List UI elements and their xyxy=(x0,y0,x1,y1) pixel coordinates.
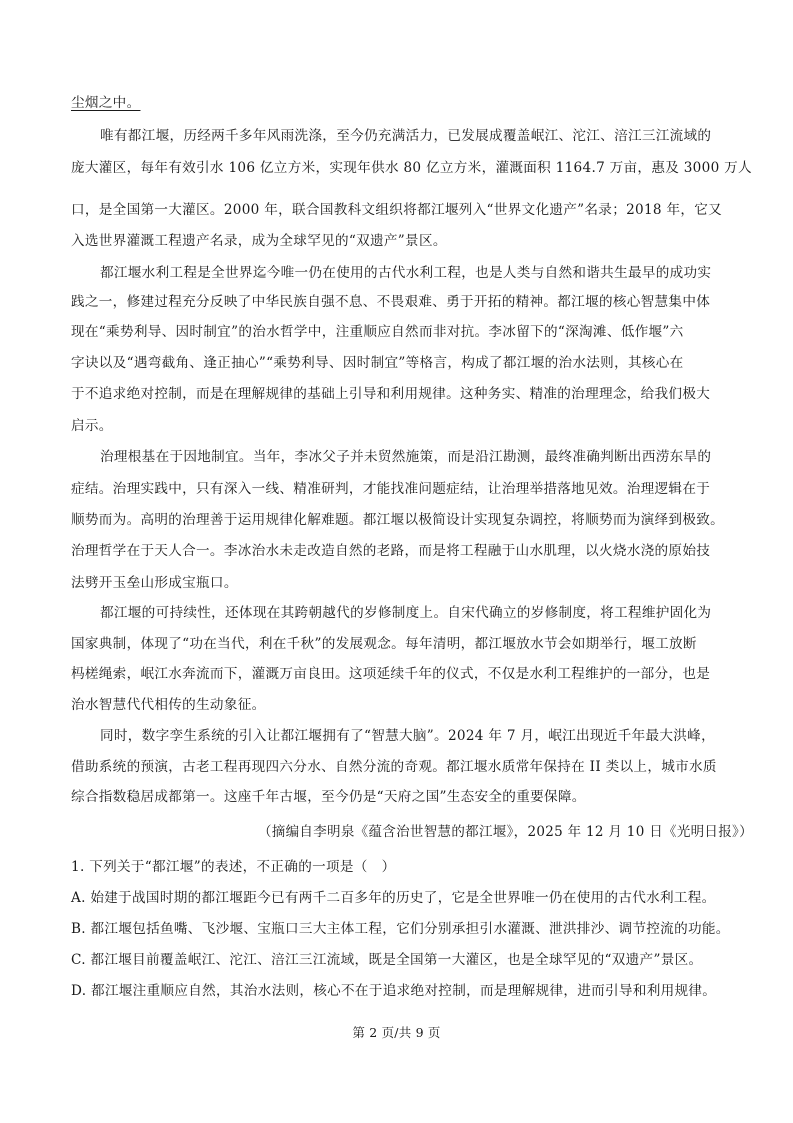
option-c: C. 都江堰目前覆盖岷江、沱江、涪江三江流域，既是全国第一大灌区，也是全球罕见的“双遗产”景区。 xyxy=(71,952,703,968)
passage-line: 践之一，修建过程充分反映了中华民族自强不息、不畏艰难、勇于开拓的精神。都江堰的核心智慧集中体 xyxy=(71,294,711,310)
citation-line: （摘编自李明泉《蕴含治世智慧的都江堰》，2025 年 12 月 10 日《光明日报》） xyxy=(258,824,753,840)
option-a: A. 始建于战国时期的都江堰距今已有两千二百多年的历史了，它是全世界唯一仍在使用的古代水利工程。 xyxy=(71,890,716,906)
passage-line: 同时，数字孪生系统的引入让都江堰拥有了“智慧大脑”。2024 年 7 月，岷江出现近千年最大洪峰， xyxy=(100,728,715,744)
passage-line: 国家典制，体现了“功在当代，利在千秋”的发展观念。每年清明，都江堰放水节会如期举行，堰工放断 xyxy=(71,636,697,652)
passage-line: 杩槎绳索，岷江水奔流而下，灌溉万亩良田。这项延续千年的仪式，不仅是水利工程维护的一部分，也是 xyxy=(71,666,711,682)
passage-line: 综合指数稳居成都第一。这座千年古堰，至今仍是“天府之国”生态安全的重要保障。 xyxy=(71,789,586,805)
passage-line: 字诀以及“遇弯截角、逢正抽心”“乘势利导、因时制宜”等格言，构成了都江堰的治水法则，其核心在 xyxy=(71,355,684,371)
option-b: B. 都江堰包括鱼嘴、飞沙堰、宝瓶口三大主体工程，它们分别承担引水灌溉、泄洪排沙、调节控流的功能。 xyxy=(71,921,730,937)
passage-line: 症结。治理实践中，只有深入一线、精准研判，才能找准问题症结，让治理举措落地见效。治理逻辑在于 xyxy=(71,481,711,497)
page-number: 第 2 页/共 9 页 xyxy=(352,1025,441,1040)
passage-line: 于不追求绝对控制，而是在理解规律的基础上引导和利用规律。这种务实、精准的治理理念，给我们极大 xyxy=(71,386,711,402)
passage-line: 治水智慧代代相传的生动象征。 xyxy=(71,697,266,713)
passage-line: 入选世界灌溉工程遗产名录，成为全球罕见的“双遗产”景区。 xyxy=(71,233,447,249)
option-d: D. 都江堰注重顺应自然，其治水法则，核心不在于追求绝对控制，而是理解规律，进而引导和利用规律。 xyxy=(71,983,717,999)
passage-line: 治理哲学在于天人合一。李冰治水未走改造自然的老路，而是将工程融于山水肌理，以火烧水浇的原始技 xyxy=(71,543,711,559)
passage-line: 口，是全国第一大灌区。2000 年，联合国教科文组织将都江堰列入“世界文化遗产”名录；2018 年，它又 xyxy=(71,202,723,218)
passage-line: 法劈开玉垒山形成宝瓶口。 xyxy=(71,575,238,591)
passage-line: 尘烟之中。 xyxy=(71,95,141,111)
passage-line: 治理根基在于因地制宜。当年，李冰父子并未贸然施策，而是沿江勘测，最终准确判断出西涝东旱的 xyxy=(100,449,712,465)
passage-line: 都江堰的可持续性，还体现在其跨朝越代的岁修制度上。自宋代确立的岁修制度，将工程维护固化为 xyxy=(100,605,712,621)
passage-line: 借助系统的预演，古老工程再现四六分水、自然分流的奇观。都江堰水质常年保持在 II 类以上，城市水质 xyxy=(71,759,717,775)
passage-line: 都江堰水利工程是全世界迄今唯一仍在使用的古代水利工程，也是人类与自然和谐共生最早的成功实 xyxy=(100,265,712,281)
passage-line: 现在“乘势利导、因时制宜”的治水哲学中，注重顺应自然而非对抗。李冰留下的“深淘滩、低作堰”六 xyxy=(71,324,684,340)
passage-line: 启示。 xyxy=(71,418,113,434)
passage-line: 庞大灌区，每年有效引水 106 亿立方米，实现年供水 80 亿立方米，灌溉面积 1164.7 万亩，惠及 3000 万人 xyxy=(71,160,752,176)
passage-line: 唯有都江堰，历经两千多年风雨洗涤，至今仍充满活力，已发展成覆盖岷江、沱江、涪江三江流域的 xyxy=(100,128,712,144)
question-stem: 1. 下列关于“都江堰”的表述，不正确的一项是（ ） xyxy=(71,859,396,875)
passage-line: 顺势而为。高明的治理善于运用规律化解难题。都江堰以极简设计实现复杂调控，将顺势而为演绎到极致。 xyxy=(71,512,725,528)
